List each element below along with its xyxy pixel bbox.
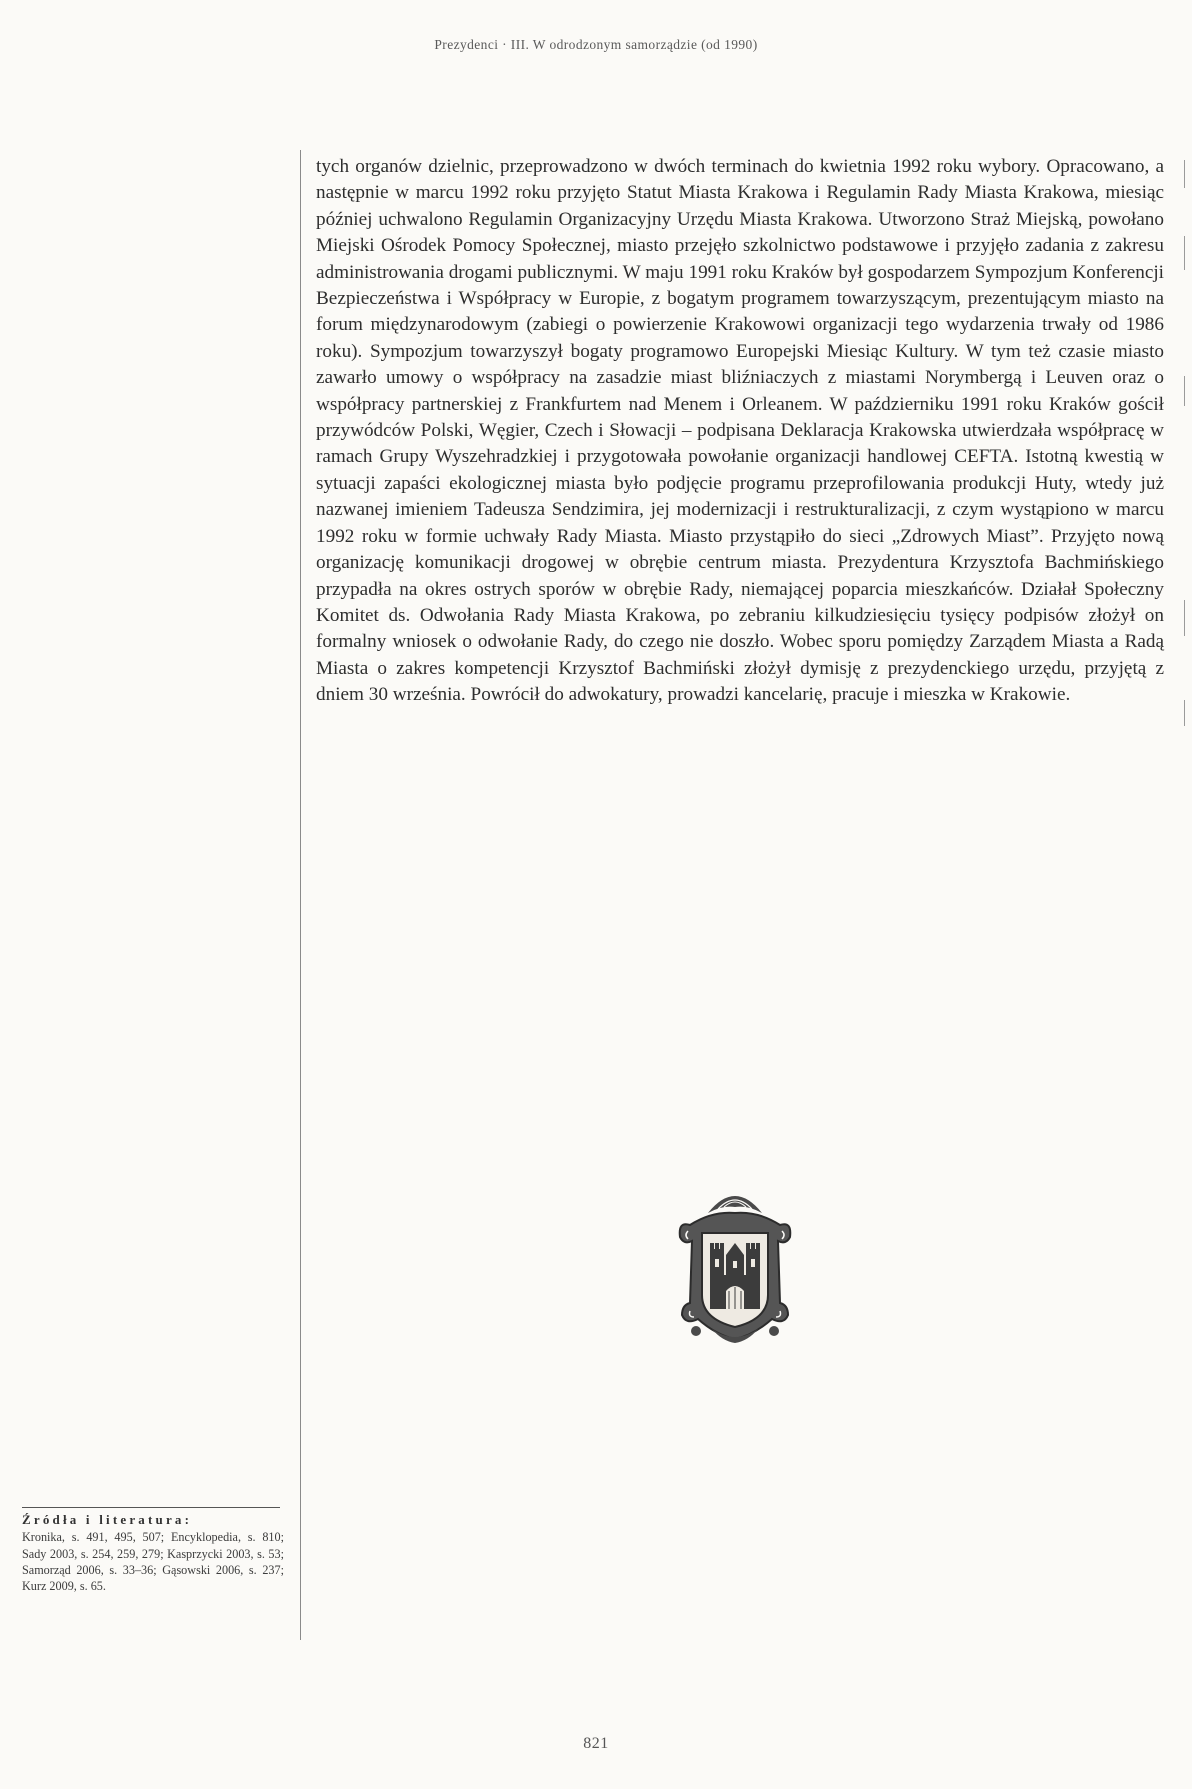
margin-tick <box>1184 160 1185 188</box>
sources-text: Kronika, s. 491, 495, 507; Encyklopedia, s. 810; Sady 2003, s. 254, 259, 279; Kasprzycki 2003, s. 53; Samorząd 2006, s. 33–36; Gąsowski 2006, s. 237; Kurz 2009, s. 65. <box>22 1530 284 1594</box>
margin-tick <box>1184 600 1185 636</box>
running-header: Prezydenci · III. W odrodzonym samorządzie (od 1990) <box>434 37 758 52</box>
margin-tick <box>1184 700 1185 726</box>
page-number: 821 <box>583 1735 609 1752</box>
sources-title: Źródła i literatura: <box>22 1512 193 1527</box>
sources-divider <box>22 1507 280 1508</box>
main-text: tych organów dzielnic, przeprowadzono w dwóch terminach do kwietnia 1992 roku wybory. Opracowano, a następnie w marcu 1992 roku przyjęto Statut Miasta Krakowa i Regulamin Rady Miasta Krakowa, miesiąc później uchwalono Regulamin Organizacyjny Urzędu Miasta Krakowa. Utworzono Straż Miejską, powołano Miejski Ośrodek Pomocy Społecznej, miasto przejęło szkolnictwo podstawowe i przyjęło zadania z zakresu administrowania drogami publicznymi. W maju 1991 roku Kraków był gospodarzem Sympozjum Konferencji Bezpieczeństwa i Współpracy w Europie, z bogatym programem towarzyszącym, prezentującym miasto na forum międzynarodowym (zabiegi o powierzenie Krakowowi organizacji tego wydarzenia trwały od 1986 roku). Sympozjum towarzyszył bogaty programowo Europejski Miesiąc Kultury. W tym też czasie miasto zawarło umowy o współpracy na zasadzie miast bliźniaczych z miastami Norymbergą i Leuven oraz o współpracy partnerskiej z Frankfurtem nad Menem i Orleanem. W październiku 1991 roku Kraków gościł przywódców Polski, Węgier, Czech i Słowacji – podpisana Deklaracja Krakowska utwierdzała współpracę w ramach Grupy Wyszehradzkiej i przygotowała powołanie organizacji handlowej CEFTA. Istotną kwestią w sytuacji zapaści ekologicznej miasta było podjęcie programu przeprofilowania produkcji Huty, wtedy już nazwanej imieniem Tadeusza Sendzimira, jej modernizacji i restrukturalizacji, z czym wystąpiono w marcu 1992 roku w formie uchwały Rady Miasta. Miasto przystąpiło do sieci „Zdrowych Miast”. Przyjęto nową organizację komunikacji drogowej w obrębie centrum miasta. Prezydentura Krzysztofa Bachmińskiego przypadła na okres ostrych sporów w obrębie Rady, niemającej poparcia mieszkańców. Działał Społeczny Komitet ds. Odwołania Rady Miasta Krakowa, po zebraniu kilkudziesięciu tysięcy podpisów złożył on formalny wniosek o odwołanie Rady, do czego nie doszło. Wobec sporu pomiędzy Zarządem Miasta a Radą Miasta o zakres kompetencji Krzysztof Bachmiński złożył dymisję z prezydenckiego urzędu, przyjętą z dniem 30 września. Powrócił do adwokatury, prowadzi kancelarię, pracuje i mieszka w Krakowie. <box>316 156 1164 706</box>
sources-block <box>22 1512 284 1594</box>
column-divider <box>300 150 301 1640</box>
margin-tick <box>1184 236 1185 270</box>
margin-tick <box>1184 376 1185 406</box>
krakow-coat-of-arms-icon <box>668 1183 802 1345</box>
